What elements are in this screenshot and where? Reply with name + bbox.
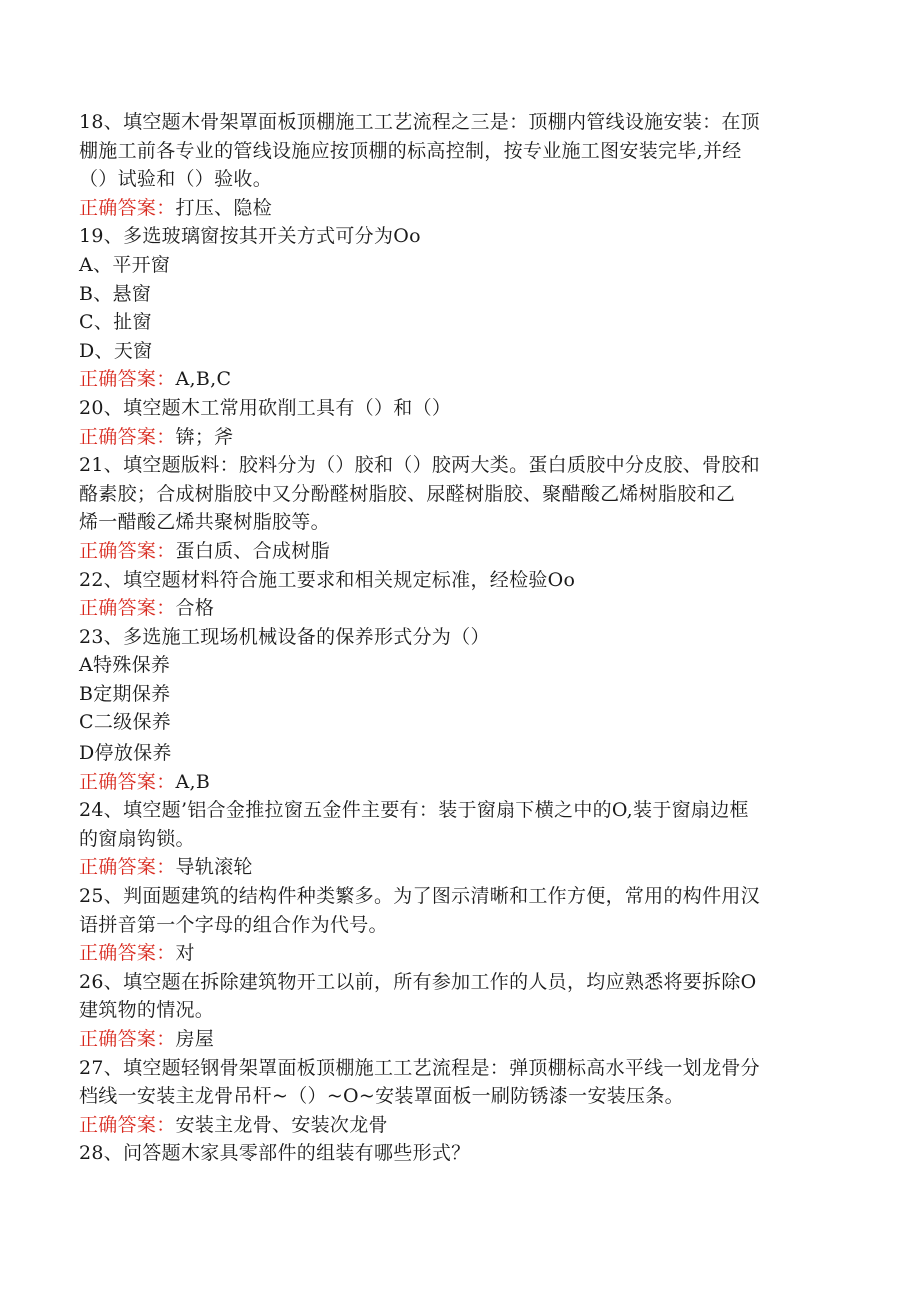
answer-value: 房屋	[175, 1028, 215, 1050]
answer-line	[79, 594, 839, 623]
question-text: 19、多选玻璃窗按其开关方式可分为Oo	[79, 225, 421, 248]
answer-label: 正确答案：	[79, 196, 176, 219]
answer-label: 正确答案：	[79, 425, 176, 448]
question-text: 的窗扇钩锁。	[79, 827, 195, 850]
option-d: D停放保养	[79, 742, 172, 765]
option-b: B、悬窗	[79, 282, 152, 305]
question-text: （）试验和（）验收。	[79, 168, 273, 191]
option-d: D、天窗	[79, 339, 153, 362]
answer-value: 打压、隐检	[175, 196, 273, 219]
question-text: 18、填空题木骨架罩面板顶棚施工工艺流程之三是：顶棚内管线设施安装：在顶	[79, 111, 760, 133]
answer-label: 正确答案：	[79, 1028, 176, 1050]
answer-line	[79, 939, 839, 968]
answer-line	[79, 365, 839, 394]
answer-value: 合格	[175, 597, 215, 620]
answer-value: 对	[175, 942, 195, 965]
question-24	[79, 796, 839, 882]
option-a: A特殊保养	[79, 654, 171, 677]
answer-label: 正确答案：	[79, 597, 176, 620]
question-21	[79, 451, 839, 565]
answer-value: A,B,C	[175, 368, 232, 391]
document-body	[79, 108, 839, 1168]
question-text: 烯一醋酸乙烯共聚树脂胶等。	[79, 511, 330, 534]
option-a: A、平开窗	[79, 253, 171, 276]
answer-line	[79, 537, 839, 566]
question-text: 28、问答题木家具零部件的组装有哪些形式？	[79, 1142, 471, 1165]
option-b: B定期保养	[79, 682, 171, 705]
answer-line	[79, 1025, 839, 1054]
question-text: 21、填空题版料：胶料分为（）胶和（）胶两大类。蛋白质胶中分皮胶、骨胶和	[79, 454, 760, 477]
answer-value: 蛋白质、合成树脂	[175, 539, 330, 562]
question-text: 20、填空题木工常用砍削工具有（）和（）	[79, 396, 452, 419]
question-text: 23、多选施工现场机械设备的保养形式分为（）	[79, 625, 490, 648]
question-23	[79, 623, 839, 797]
answer-value: A,B	[175, 770, 211, 793]
question-25	[79, 882, 839, 968]
option-c: C、扯窗	[79, 311, 152, 334]
question-text: 22、填空题材料符合施工要求和相关规定标准，经检验Oo	[79, 568, 576, 591]
answer-line	[79, 853, 839, 882]
question-text: 档线一安装主龙骨吊杆~（）~O~安装罩面板一刷防锈漆一安装压条。	[79, 1085, 684, 1108]
question-text: 建筑物的情况。	[79, 999, 215, 1022]
question-22	[79, 566, 839, 623]
answer-line	[79, 768, 839, 797]
option-c: C二级保养	[79, 711, 172, 734]
question-20	[79, 394, 839, 451]
question-text: 酪素胶；合成树脂胶中又分酚醛树脂胶、尿醛树脂胶、聚醋酸乙烯树脂胶和乙	[79, 482, 736, 505]
answer-value: 安装主龙骨、安装次龙骨	[175, 1113, 388, 1136]
answer-label: 正确答案：	[79, 770, 176, 793]
question-text: 26、填空题在拆除建筑物开工以前，所有参加工作的人员，均应熟悉将要拆除O	[79, 970, 757, 993]
answer-label: 正确答案：	[79, 539, 176, 562]
answer-label: 正确答案：	[79, 1113, 176, 1136]
answer-line	[79, 423, 839, 452]
question-text: 24、填空题’铝合金推拉窗五金件主要有：装于窗扇下横之中的O,装于窗扇边框	[79, 799, 749, 822]
answer-label: 正确答案：	[79, 942, 176, 965]
question-26	[79, 968, 839, 1054]
answer-label: 正确答案：	[79, 368, 176, 391]
answer-label: 正确答案：	[79, 856, 176, 879]
question-text: 27、填空题轻钢骨架罩面板顶棚施工工艺流程是：弹顶棚标高水平线一划龙骨分	[79, 1056, 760, 1079]
answer-value: 导轨滚轮	[175, 856, 253, 879]
question-text: 棚施工前各专业的管线设施应按顶棚的标高控制，按专业施工图安装完毕,并经	[79, 139, 742, 162]
question-text: 25、判面题建筑的结构件种类繁多。为了图示清晰和工作方便，常用的构件用汉	[79, 885, 760, 908]
question-18	[79, 108, 839, 222]
question-28	[79, 1139, 839, 1168]
question-19	[79, 222, 839, 394]
question-27	[79, 1054, 839, 1140]
question-text: 语拼音第一个字母的组合作为代号。	[79, 913, 388, 936]
answer-line	[79, 194, 839, 223]
answer-line	[79, 1111, 839, 1140]
answer-value: 锛；斧	[175, 425, 234, 448]
